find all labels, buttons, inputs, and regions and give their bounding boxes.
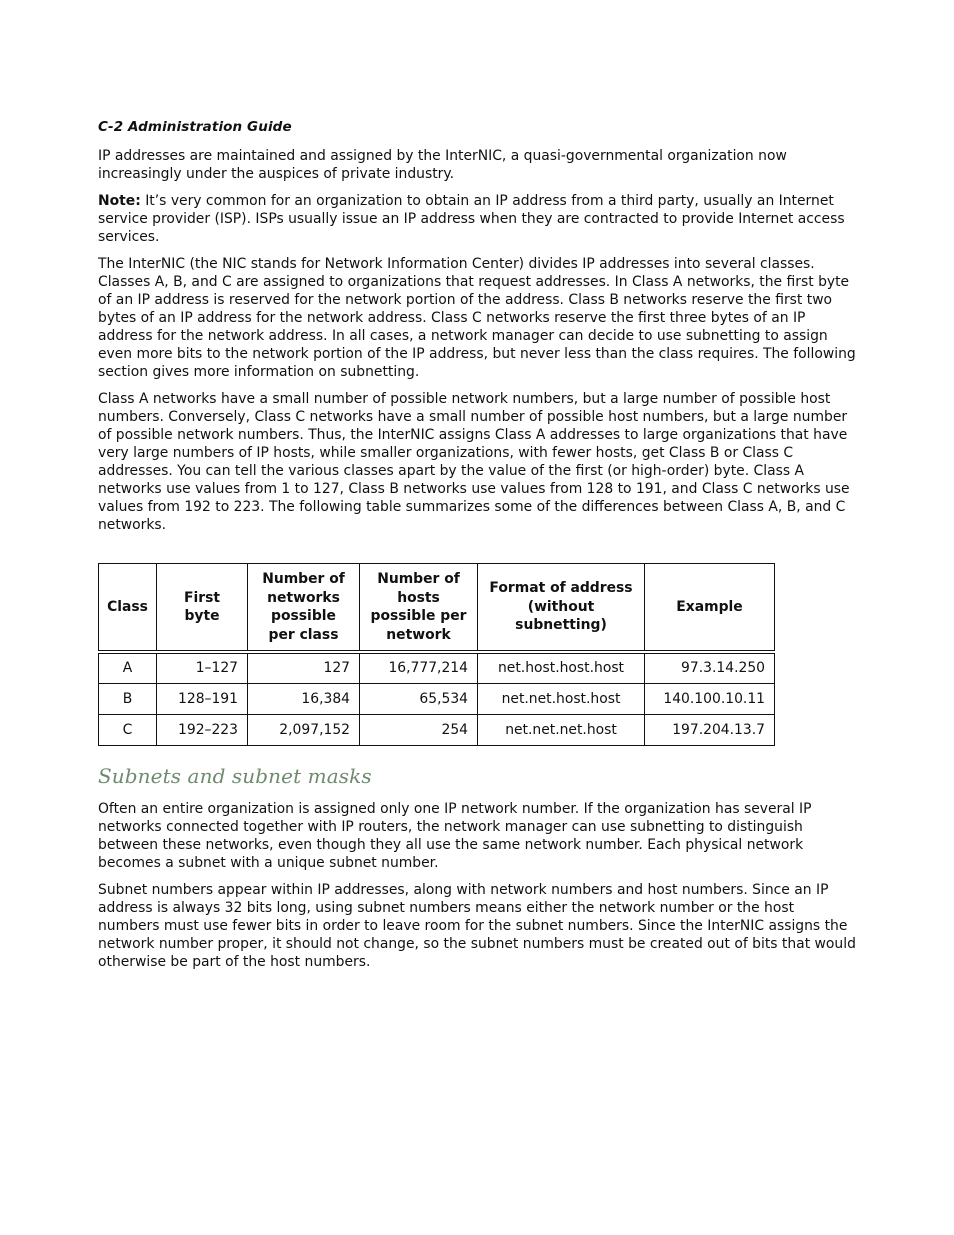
table-cell-class: C xyxy=(99,714,157,745)
table-header-row xyxy=(99,564,775,653)
table-cell-networks: 127 xyxy=(248,652,360,683)
table-cell-class: B xyxy=(99,683,157,714)
table-cell-format: net.net.host.host xyxy=(478,683,645,714)
table-cell-example: 197.204.13.7 xyxy=(645,714,775,745)
paragraph-class-ranges: Class A networks have a small number of possible network numbers, but a large number of possible host numbers. Conversely, Class C networks have a small number of possible host numbers, but a large number of possible network numbers. Thus, the InterNIC assigns Class A addresses to large organizations that have very large numbers of IP hosts, while smaller organizations, with fewer hosts, get Class B or Class C addresses. You can tell the various classes apart by the value of the first (or high-order) byte. Class A networks use values from 1 to 127, Class B networks use values from 128 to 191, and Class C networks use values from 192 to 223. The following table summarizes some of the differences between Class A, B, and C networks. xyxy=(98,391,850,533)
table-header-first-byte: First byte xyxy=(157,564,248,653)
table-cell-example: 97.3.14.250 xyxy=(645,652,775,683)
table-cell-class: A xyxy=(99,652,157,683)
paragraph-classes: The InterNIC (the NIC stands for Network Information Center) divides IP addresses into several classes. Classes A, B, and C are assigned to organizations that request addresses. In Class A networks, the first byte of an IP address is reserved for the network portion of the address. Class B networks reserve the first two bytes of an IP address for the network address. Class C networks reserve the first three bytes of an IP address for the network address. In all cases, a network manager can decide to use subnetting to assign even more bits to the network portion of the IP address, but never less than the class requires. The following section gives more information on subnetting. xyxy=(98,256,856,380)
table-cell-format: net.host.host.host xyxy=(478,652,645,683)
table-header-networks: Number of networks possible per class xyxy=(248,564,360,653)
note-paragraph xyxy=(98,192,856,246)
table-cell-format: net.net.net.host xyxy=(478,714,645,745)
paragraph-subnets: Often an entire organization is assigned only one IP network number. If the organization has several IP networks connected together with IP routers, the network manager can use subnetting to distinguish between these networks, even though they all use the same network number. Each physical network becomes a subnet with a unique subnet number. xyxy=(98,800,812,871)
table-header-hosts: Number of hosts possible per network xyxy=(360,564,478,653)
section-heading: Subnets and subnet masks xyxy=(98,763,372,788)
document-page xyxy=(98,119,856,980)
table-cell-hosts: 254 xyxy=(360,714,478,745)
table-row xyxy=(99,683,775,714)
table-cell-first-byte: 192–223 xyxy=(157,714,248,745)
table-cell-networks: 2,097,152 xyxy=(248,714,360,745)
table-cell-networks: 16,384 xyxy=(248,683,360,714)
table-header-class: Class xyxy=(99,564,157,653)
note-text: It’s very common for an organization to obtain an IP address from a third party, usually an Internet service provider (ISP). ISPs usually issue an IP address when they are contracted to provide Internet access services. xyxy=(98,193,845,245)
paragraph-subnet-numbers: Subnet numbers appear within IP addresses, along with network numbers and host numbers. Since an IP address is always 32 bits long, using subnet numbers means either the network number or the host numbers must use fewer bits in order to leave room for the subnet numbers. Since the InterNIC assigns the network number proper, it should not change, so the subnet numbers must be created out of bits that would otherwise be part of the host numbers. xyxy=(98,881,856,970)
note-label: Note: xyxy=(98,193,141,209)
table-header-format: Format of address (without subnetting) xyxy=(478,564,645,653)
ip-class-table xyxy=(98,563,775,746)
table-header-example: Example xyxy=(645,564,775,653)
paragraph-internic: IP addresses are maintained and assigned by the InterNIC, a quasi-governmental organization now increasingly under the auspices of private industry. xyxy=(98,148,787,182)
running-head: C-2 Administration Guide xyxy=(98,119,292,135)
table-cell-hosts: 16,777,214 xyxy=(360,652,478,683)
table-cell-hosts: 65,534 xyxy=(360,683,478,714)
table-cell-example: 140.100.10.11 xyxy=(645,683,775,714)
table-row xyxy=(99,652,775,683)
table-cell-first-byte: 128–191 xyxy=(157,683,248,714)
table-row xyxy=(99,714,775,745)
table-cell-first-byte: 1–127 xyxy=(157,652,248,683)
